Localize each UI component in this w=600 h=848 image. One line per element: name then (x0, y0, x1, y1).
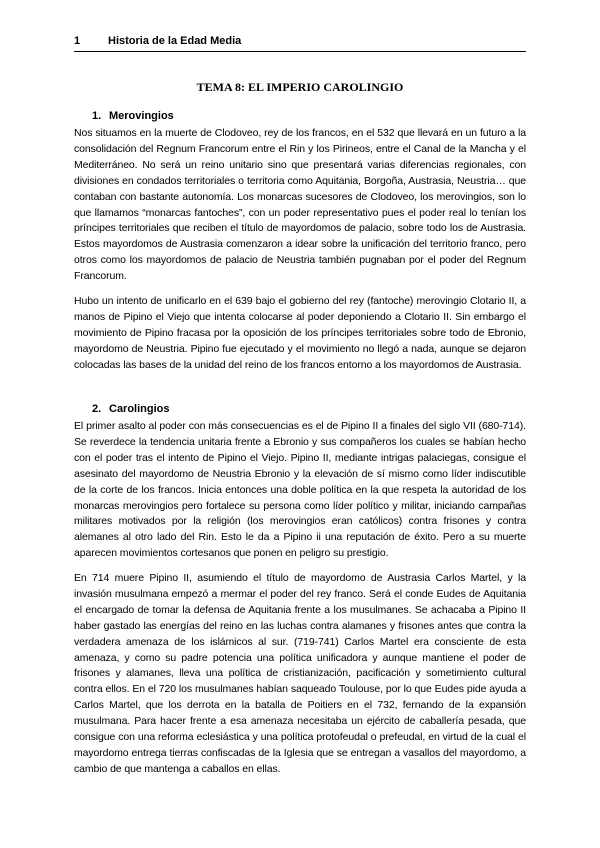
section-number: 1. (92, 110, 102, 122)
paragraph: En 714 muere Pipino II, asumiendo el título de mayordomo de Austrasia Carlos Martel, y la invasión musulmana empezó a mermar el poder del rey franco. Será el conde Eudes de Aquitania el encargado de tomar la defensa de Aquitania frente a los musulmanes. Se achacaba a Pipino II haber gastado las energías del reino en las luchas contra alamanes y frisones antes que contra la verdadera amenaza de los islámicos al sur. (719-741) Carlos Martel era consciente de esta amenaza, y como su padre potencia una política unificadora y aunque mantiene el poder de frisones y alamanes, lleva una política de cristianización, pacificación y sometimiento cultural contra ellos. En el 720 los musulmanes habían saqueado Toulouse, por lo que Eudes pide ayuda a Carlos Martel, que los derrota en la batalla de Poitiers en el 732, fernando de la expansión musulmana. Para hacer frente a esa amenaza necesitaba un ejército de caballería pesada, que consigue con una reforma eclesiástica y una política protofeudal o prefeudal, en virtud de la cual el mayordomo entrega tierras confiscadas de la Iglesia que se entregan a vasallos del mayordomo, a cambio de que mantenga a caballos en ellas. (74, 572, 526, 775)
paragraph: Nos situamos en la muerte de Clodoveo, rey de los francos, en el 532 que llevará en un futuro a la consolidación del Regnum Francorum entre el Rin y los Pirineos, entre el Canal de la Mancha y el Mediterráneo. No será un reino unitario sino que presentará varias diferencias regionales, con divisiones en condados territoriales o territoria como Aquitania, Borgoña, Austrasia, Neustria… que contaban con bastante autonomía. Los monarcas sucesores de Clodoveo, los merovingios, son lo que llamamos “monarcas fantoches”, con un poder representativo pues el poder real lo tenían los príncipes territoriales que reciben el título de mayordomos de palacio, sobre todo los de Austrasia. Estos mayordomos de Austrasia comenzaron a idear sobre la unificación del territorio franco, pero otros como los mayordomos de palacio de Neustria también pugnaban por el poder del Regnum Francorum. (74, 127, 526, 283)
running-header (74, 34, 526, 52)
document-title: TEMA 8: EL IMPERIO CAROLINGIO (196, 80, 404, 94)
section-title: Carolingios (109, 403, 170, 415)
paragraph: El primer asalto al poder con más consecuencias es el de Pipino II a finales del siglo VII (680-714). Se reverdece la tendencia unitaria frente a Ebronio y sus compañeros los cuales se habían hecho con el poder tras el intento de Pipino el Viejo. Pipino II, mediante intrigas palaciegas, consigue el asesinato del mayordomo de Neustria Ebronio y la elevación de sí mismo como líder indiscutible de la corte de los francos. Inicia entonces una doble política en la que respeta la autoridad de los monarcas merovingios pero fortalece su persona como líder político y militar, iniciando campañas militares motivados por la religión (los merovingios eran católicos) contra frisones y contra alemanes al otro lado del Rin. Esto le da a Pipino ii una reputación de éxito. Pero a su muerte aparecen movimientos cortesanos que ponen en peligro su prestigio. (74, 420, 526, 560)
section-heading-carolingios (92, 403, 170, 415)
section-heading-merovingios (92, 110, 174, 122)
section-number: 2. (92, 403, 102, 415)
paragraph: Hubo un intento de unificarlo en el 639 bajo el gobierno del rey (fantoche) merovingio Clotario II, a manos de Pipino el Viejo que intenta colocarse al poder deponiendo a Clotario II. Sin embargo el movimiento de Pipino fracasa por la oposición de los príncipes territoriales sobre todo de Ebronio, mayordomo de Neustria. Pipino fue ejecutado y el movimiento no llegó a nada, aunque se dejaron colocadas las bases de la unidad del reino de los francos entorno a los mayordomos de Austrasia. (74, 295, 526, 371)
course-title: Historia de la Edad Media (108, 35, 242, 47)
page-number: 1 (74, 35, 81, 47)
section-title: Merovingios (109, 110, 174, 122)
